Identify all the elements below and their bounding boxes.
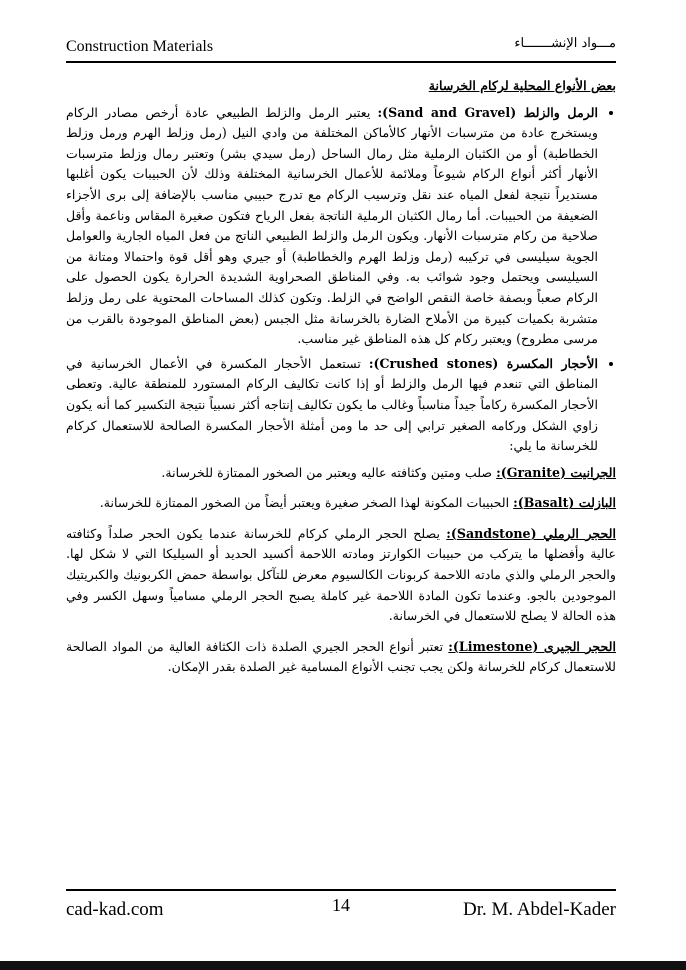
page-header xyxy=(66,36,616,60)
stone-paragraph xyxy=(66,463,616,484)
header-title-arabic: مـــواد الإنشـــــــاء xyxy=(514,36,616,51)
page-number: 14 xyxy=(332,895,350,915)
list-item xyxy=(66,354,598,457)
section-heading: بعض الأنواع المحلية لركام الخرسانة xyxy=(428,78,616,93)
item-term: الأحجار المكسرة (Crushed stones): xyxy=(368,355,598,371)
item-term: الرمل والزلط (Sand and Gravel): xyxy=(377,104,598,120)
stone-term: البازلت (Basalt): xyxy=(513,495,616,511)
item-text: تستعمل الأحجار المكسرة في الأعمال الخرسانية في المناطق التي تنعدم فيها الرمل والزلط أو إذا كانت تكاليف الركام المستورد للمنطقة عالية. وتعطى الأحجار المكسرة ركاماً جيداً مناسباً وغالب ما يكون تكاليف إنتاجه أكثر نسبياً نتيجة التكسير كما أنه يكون زاوي الشكل وركامه الصغير ترابي إلى حد ما ومن أمثلة الأحجار المكسرة الصالحة للاستعمال كركام للخرسانة ما يلي: xyxy=(66,355,598,454)
stone-term: الحجر الجيرى (Limestone): xyxy=(448,638,617,654)
page-footer xyxy=(66,895,616,923)
footer-author: Dr. M. Abdel-Kader xyxy=(462,899,616,920)
stone-text: الحبيبات المكونة لهذا الصخر صغيرة ويعتبر أيضاً من الصخور الممتازة للخرسانة. xyxy=(99,495,514,511)
stone-term: الجرانيت (Granite): xyxy=(496,464,616,480)
item-text: يعتبر الرمل والزلط الطبيعي عادة أرخص مصادر الركام ويستخرج عادة من مترسبات الأنهار كالأماكن المختلفة من وادي النيل (رمل وزلط الهرم ورمل وزلط الخطاطبة) أو من الكثبان الرملية مثل رمال الساحل (رمل سيدي بشر) وتعتبر رمال وزلط مترسبات الأنهار أكثر أنواع الركام شيوعاً وملائمة للأعمال الخرسانية المختلفة وذلك لأن الحبيبات يكون أغلبها مستديراً نتيجة لفعل المياه عند نقل وترسيب الركام مع تدرج حبيبي مناسب بالإضافة إلى برى الأجزاء الضعيفة من الحبيبات. أما رمال الكثبان الرملية الناتجة بفعل الرياح فتكون صغيرة المقاس وناعمة وأقل صلاحية من ركام مترسبات الأنهار. ويكون الرمل والزلط الطبيعي الناتج من فعل المياه الجارية والعوامل الجوية سيليسى في تركيبه (رمل وزلط الهرم والخطاطبة) أو جيري وهو أقل قوة واحتمالا ومتانة من السيليسى ويحتمل وجود شوائب به. وفي المناطق الصحراوية الشديدة الحرارة يكون الحصول على الركام صعباً وبصفة خاصة النقص الواضح في الزلط. وتكون كذلك المساحات المحتوية على رمل وزلط متشربة بكميات كبيرة من الأملاح الضارة بالخرسانة مثل الجبس (بعض المناطق الموجودة بالقرب من مرسى مطروح) ويعتبر ركام كل هذه المناطق غير مناسب. xyxy=(66,104,598,347)
stone-paragraph xyxy=(66,493,616,514)
list-item xyxy=(66,103,598,350)
footer-rule xyxy=(66,889,616,891)
header-title-english: Construction Materials xyxy=(66,38,214,55)
header-rule xyxy=(66,61,616,63)
bottom-border xyxy=(0,961,686,970)
main-content xyxy=(66,76,616,688)
footer-website: cad-kad.com xyxy=(66,899,164,920)
stone-text: صلب ومتين وكثافته عاليه ويعتبر من الصخور الممتازة للخرسانة. xyxy=(161,464,497,480)
stone-paragraph xyxy=(66,637,616,678)
stone-paragraph xyxy=(66,524,616,627)
aggregate-list xyxy=(66,103,616,457)
stone-text: يصلح الحجر الرملي كركام للخرسانة عندما يكون الحجر صلداً وكثافته عالية وأفضلها ما يتركب من حبيبات الكوارتز ومادته اللاحمة أكسيد الحديد أو السيليكا التي لا شكل لها. والحجر الرملي والذي مادته اللاحمة كربونات الكالسيوم معرض للتآكل بواسطة حمض الكربونيك والكبريتيك الموجودين بالجو. وعندما تكون المادة اللاحمة غير كاملة يصبح الحجر الرملي مسامياً وسهل الكسر وفي هذه الحالة لا يصلح للاستعمال في الخرسانة. xyxy=(66,525,616,624)
stone-term: الحجر الرملي (Sandstone): xyxy=(446,525,617,541)
stone-text: تعتبر أنواع الحجر الجيري الصلدة ذات الكثافة العالية من المواد الصالحة للاستعمال كركام للخرسانة ولكن يجب تجنب الأنواع المسامية غير الصلدة بقدر الإمكان. xyxy=(66,638,616,675)
